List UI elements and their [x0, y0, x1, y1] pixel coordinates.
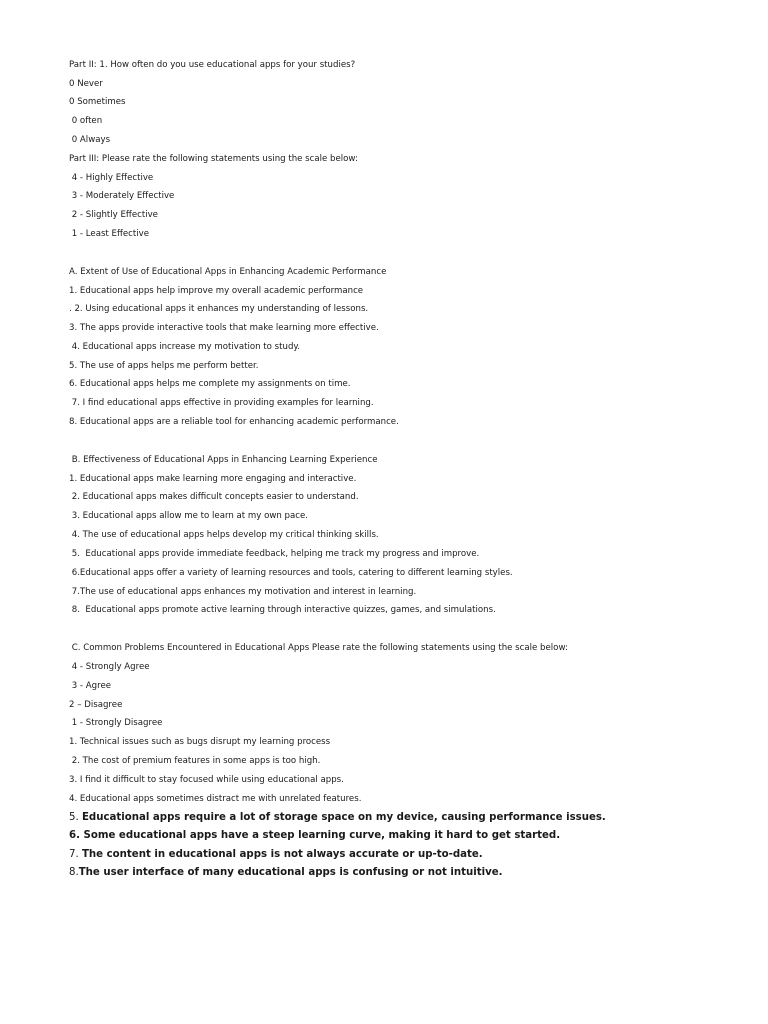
section-b-item: 8. Educational apps promote active learning through interactive quizzes, games, and simulations. — [69, 605, 496, 615]
section-b-item: 6.Educational apps offer a variety of learning resources and tools, catering to different learning styles. — [69, 568, 513, 578]
item-number: 6. — [69, 830, 84, 841]
section-c-bold-item — [69, 811, 606, 824]
section-c-item: 3. I find it difficult to stay focused while using educational apps. — [69, 775, 344, 785]
section-b-item: 5. Educational apps provide immediate feedback, helping me track my progress and improve. — [69, 549, 480, 559]
section-c-scale-item: 3 - Agree — [69, 681, 112, 691]
section-c-item: 4. Educational apps sometimes distract me with unrelated features. — [69, 794, 362, 804]
item-number: 7. — [69, 849, 82, 860]
section-c-bold-item — [69, 848, 483, 861]
section-b-item: 3. Educational apps allow me to learn at my own pace. — [69, 511, 309, 521]
part2-option-always: 0 Always — [69, 135, 111, 145]
section-b-item: 7.The use of educational apps enhances my motivation and interest in learning. — [69, 587, 417, 597]
section-c-scale-item: 1 - Strongly Disagree — [69, 718, 163, 728]
section-a-item: . 2. Using educational apps it enhances my understanding of lessons. — [69, 304, 369, 314]
part3-scale-item: 4 - Highly Effective — [69, 173, 154, 183]
part3-scale-item: 1 - Least Effective — [69, 229, 150, 239]
section-a-item: 5. The use of apps helps me perform better. — [69, 361, 259, 371]
section-a-item: 3. The apps provide interactive tools that make learning more effective. — [69, 323, 379, 333]
section-b-heading: B. Effectiveness of Educational Apps in Enhancing Learning Experience — [69, 455, 378, 465]
part3-scale-item: 3 - Moderately Effective — [69, 191, 175, 201]
section-c-item: 2. The cost of premium features in some apps is too high. — [69, 756, 321, 766]
part3-instructions: Part III: Please rate the following statements using the scale below: — [69, 154, 358, 164]
item-number: 8. — [69, 867, 79, 878]
section-c-bold-item — [69, 829, 560, 842]
section-a-item: 4. Educational apps increase my motivation to study. — [69, 342, 300, 352]
section-a-item: 1. Educational apps help improve my overall academic performance — [69, 286, 364, 296]
section-c-heading: C. Common Problems Encountered in Educational Apps Please rate the following statements using the scale below: — [69, 643, 568, 653]
part2-option-sometimes: 0 Sometimes — [69, 97, 126, 107]
section-c-scale-item: 2 – Disagree — [69, 700, 123, 710]
section-c-item: 1. Technical issues such as bugs disrupt my learning process — [69, 737, 331, 747]
section-b-item: 4. The use of educational apps helps develop my critical thinking skills. — [69, 530, 379, 540]
part3-scale-item: 2 - Slightly Effective — [69, 210, 158, 220]
part2-option-often: 0 often — [69, 116, 103, 126]
section-a-item: 8. Educational apps are a reliable tool for enhancing academic performance. — [69, 417, 399, 427]
item-number: 5. — [69, 812, 82, 823]
item-text: Some educational apps have a steep learning curve, making it hard to get started. — [83, 830, 561, 841]
section-c-scale-item: 4 - Strongly Agree — [69, 662, 150, 672]
part2-option-never: 0 Never — [69, 79, 103, 89]
section-a-item: 6. Educational apps helps me complete my assignments on time. — [69, 379, 351, 389]
section-b-item: 2. Educational apps makes difficult concepts easier to understand. — [69, 492, 359, 502]
part2-question: Part II: 1. How often do you use educational apps for your studies? — [69, 60, 356, 70]
section-a-heading: A. Extent of Use of Educational Apps in Enhancing Academic Performance — [69, 267, 387, 277]
item-text: Educational apps require a lot of storage space on my device, causing performance issues. — [81, 812, 606, 823]
section-c-bold-item — [69, 866, 503, 879]
item-text: The user interface of many educational apps is confusing or not intuitive. — [78, 867, 503, 878]
item-text: The content in educational apps is not always accurate or up-to-date. — [81, 849, 483, 860]
section-b-item: 1. Educational apps make learning more engaging and interactive. — [69, 474, 357, 484]
section-a-item: 7. I find educational apps effective in providing examples for learning. — [69, 398, 374, 408]
